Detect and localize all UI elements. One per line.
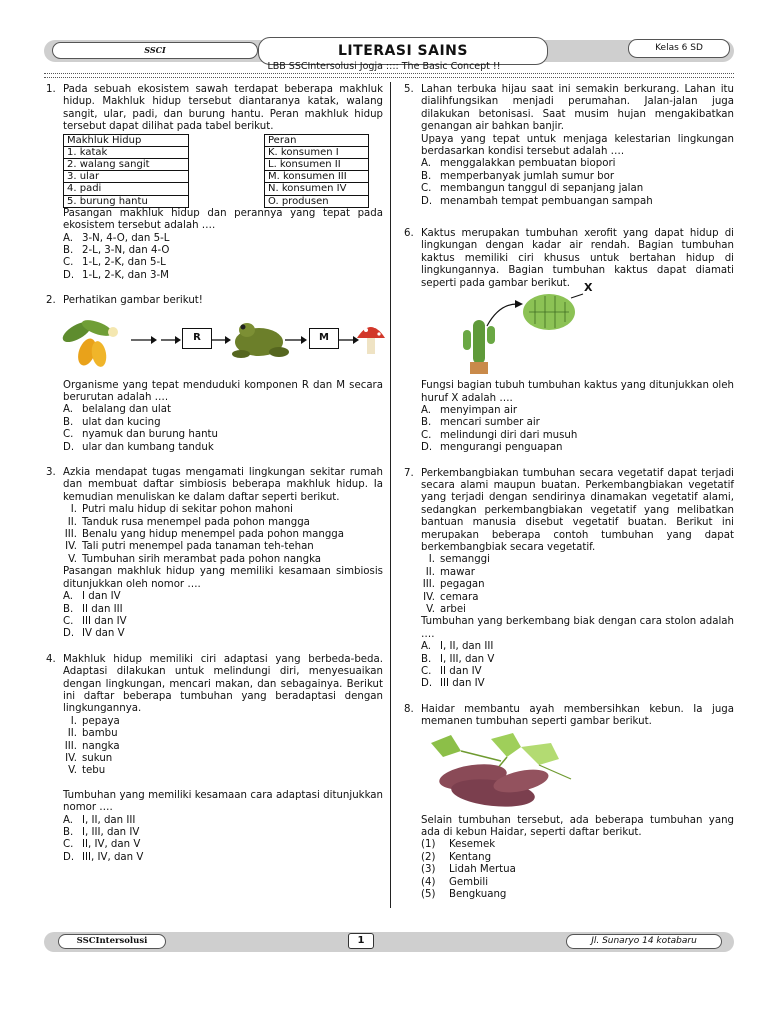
table-cell: 5. burung hantu [64, 195, 189, 207]
question-text: Makhluk hidup memiliki ciri adaptasi yang berbeda-beda. Adaptasi dilakukan untuk melindungi diri, menyesuaikan dengan lingkungan, mencari makan, dan sebagainya. Berikut ini daftar beberapa tumbuhan yang beradaptasi dengan lingkungannya. [63, 653, 383, 715]
header-subtitle: LBB SSCIntersolusi Jogja :::: The Basic Concept !! [267, 61, 501, 72]
option-a[interactable]: A. I, II, dan III [63, 814, 136, 826]
question-number: 1. [46, 84, 56, 95]
cactus-figure [421, 281, 734, 380]
question-text: Perhatikan gambar berikut! [63, 295, 203, 307]
mushroom-icon [357, 324, 385, 354]
list-item: I. Putri malu hidup di sekitar pohon mahoni [70, 504, 294, 516]
column-divider [390, 82, 391, 908]
option-c[interactable]: C. membangun tanggul di sepanjang jalan [421, 183, 644, 195]
question-8 [396, 704, 734, 902]
label-x: X [584, 281, 593, 295]
option-c[interactable]: C. II, IV, dan V [63, 839, 141, 851]
question-2 [38, 295, 383, 454]
cactus-icon [463, 320, 495, 374]
option-b[interactable]: B. I, III, dan V [421, 653, 495, 665]
question-stem: Selain tumbuhan tersebut, ada beberapa tumbuhan yang ada di kebun Haidar, seperti daftar berikut. [421, 814, 734, 839]
list-item: (1) Kesemek [421, 839, 496, 851]
question-text: Kaktus merupakan tumbuhan xerofit yang dapat hidup di lingkungan dengan kadar air rendah. Bagian tumbuhan kaktus memiliki ciri khusus untuk bertahan hidup di lingkungannya. Bagian tumbuhan kaktus dapat diamati seperti pada gambar berikut. [421, 228, 734, 289]
option-c[interactable]: C. II dan IV [421, 666, 482, 678]
question-number: 3. [46, 467, 56, 479]
option-c[interactable]: C. 1-L, 2-K, dan 5-L [63, 257, 166, 269]
question-stem: Organisme yang tepat menduduki komponen R dan M secara berurutan adalah …. [63, 379, 383, 403]
list-item: III. nangka [64, 740, 120, 752]
option-b[interactable]: B. I, III, dan IV [63, 827, 140, 838]
list-item: (4) Gembili [421, 876, 489, 888]
arrow-icon [161, 336, 181, 344]
question-3 [38, 467, 383, 641]
question-text: Azkia mendapat tugas mengamati lingkungan sekitar rumah dan membuat daftar simbiosis beberapa makhluk hidup. Ia kemudian menuliskan ke dalam daftar seperti berikut. [63, 467, 383, 503]
table-cell: 1. katak [64, 146, 189, 158]
list-item: I. semanggi [428, 554, 490, 566]
list-item: II. mawar [425, 566, 475, 578]
list-item: V. tebu [68, 765, 106, 777]
arrow-icon [131, 336, 157, 344]
right-column [396, 84, 734, 913]
question-number: 6. [404, 228, 414, 240]
arrow-icon [515, 300, 523, 308]
list-item: III. pegagan [422, 579, 485, 591]
list-item: II. Tanduk rusa menempel pada pohon mangga [67, 516, 310, 528]
option-a[interactable]: A. belalang dan ulat [63, 404, 171, 416]
option-d[interactable]: D. ular dan kumbang tanduk [63, 441, 214, 453]
list-item: (5) Bengkuang [421, 889, 507, 901]
food-chain-box-m: M [309, 328, 339, 349]
table-cell: 2. walang sangit [64, 159, 189, 171]
question-number: 7. [404, 467, 414, 479]
option-d[interactable]: D. IV dan V [63, 628, 125, 640]
option-b[interactable]: B. mencari sumber air [421, 417, 540, 429]
footer-address: Jl. Sunaryo 14 kotabaru [566, 934, 722, 949]
arrow-icon [211, 336, 231, 344]
option-a[interactable]: A. 3-N, 4-O, dan 5-L [63, 232, 170, 244]
option-c[interactable]: C. III dan IV [63, 615, 127, 627]
option-a[interactable]: A. menggalakkan pembuatan biopori [421, 158, 616, 170]
question-text: Lahan terbuka hijau saat ini semakin berkurang. Lahan itu dialihfungsikan menjadi perumahan. Jalan-jalan juga dilakukan betonisasi. Saat musim hujan mengakibatkan genangan air bahkan banjir. [421, 84, 734, 133]
list-item: II. bambu [67, 728, 118, 740]
table-cell: N. konsumen IV [265, 183, 369, 195]
option-b[interactable]: B. ulat dan kucing [63, 416, 161, 428]
arrow-icon [339, 336, 359, 344]
question-stem: Tumbuhan yang memiliki kesamaan cara adaptasi ditunjukkan nomor …. [63, 789, 383, 814]
header-rule [44, 73, 734, 74]
page-title: LITERASI SAINS [258, 37, 548, 65]
option-d[interactable]: D. menambah tempat pembuangan sampah [421, 195, 653, 207]
table-header: Makhluk Hidup [64, 134, 189, 146]
option-b[interactable]: B. memperbanyak jumlah sumur bor [421, 170, 615, 182]
cactus-illustration [421, 290, 721, 380]
table-cell: K. konsumen I [265, 146, 369, 158]
table-cell: O. produsen [265, 195, 369, 207]
list-item: IV. sukun [65, 752, 113, 764]
list-item: III. Benalu yang hidup menempel pada pohon mangga [64, 529, 345, 541]
list-item: I. pepaya [70, 715, 120, 727]
question-number: 5. [404, 84, 414, 95]
question-7 [396, 468, 734, 691]
question-number: 8. [404, 703, 414, 715]
option-a[interactable]: A. I, II, dan III [421, 641, 494, 653]
pointer-line [487, 304, 517, 326]
option-d[interactable]: D. III dan IV [421, 678, 485, 690]
organism-table [63, 134, 189, 208]
footer-left-label: SSCIntersolusi [58, 934, 166, 949]
frog-icon [232, 323, 289, 358]
role-tables [63, 134, 369, 208]
list-item: (3) Lidah Mertua [421, 864, 516, 876]
left-column [38, 84, 383, 875]
mango-leaf-icon [60, 316, 118, 367]
question-stem: Upaya yang tepat untuk menjaga kelestarian lingkungan berdasarkan kondisi tersebut adalah …. [421, 133, 734, 158]
question-number: 4. [46, 653, 56, 665]
question-6 [396, 228, 734, 454]
table-cell: 3. ular [64, 171, 189, 183]
question-4 [38, 654, 383, 865]
question-5 [396, 84, 734, 208]
list-item: (2) Kentang [421, 851, 492, 863]
food-chain-box-r: R [182, 328, 212, 349]
option-d[interactable]: D. 1-L, 2-K, dan 3-M [63, 269, 169, 281]
sweet-potato-illustration [421, 729, 581, 815]
list-item: IV. Tali putri menempel pada tanaman teh-tehan [65, 541, 314, 553]
table-cell: 4. padi [64, 183, 189, 195]
grade-label: Kelas 6 SD [628, 39, 730, 58]
option-a[interactable]: A. menyimpan air [421, 404, 518, 416]
list-item: V. Tumbuhan sirih merambat pada pohon nangka [68, 553, 322, 565]
role-table [264, 134, 369, 208]
table-header: Peran [265, 134, 369, 146]
header-rule-2 [44, 77, 734, 78]
question-text: Pada sebuah ekosistem sawah terdapat beberapa makhluk hidup. Makhluk hidup tersebut diantaranya katak, walang sangit, ular, padi, dan burung hantu. Peran makhluk hidup tersebut dapat dilihat pada tabel berikut. [63, 84, 383, 133]
cactus-closeup-icon [523, 294, 575, 330]
page-number: 1 [348, 933, 374, 949]
option-c[interactable]: C. melindungi diri dari musuh [421, 429, 578, 441]
option-d[interactable]: D. mengurangi penguapan [421, 442, 563, 454]
table-cell: L. konsumen II [265, 159, 369, 171]
arrow-icon [285, 336, 307, 344]
header-left-label: SSCI [52, 42, 258, 59]
option-d[interactable]: D. III, IV, dan V [63, 851, 144, 863]
list-item: IV. cemara [423, 591, 479, 603]
question-number: 2. [46, 295, 56, 307]
question-text: Haidar membantu ayah membersihkan kebun. Ia juga memanen tumbuhan seperti gambar berikut. [421, 703, 734, 728]
option-c[interactable]: C. nyamuk dan burung hantu [63, 429, 218, 441]
table-cell: M. konsumen III [265, 171, 369, 183]
question-stem: Pasangan makhluk hidup yang memiliki kesamaan simbiosis ditunjukkan oleh nomor …. [63, 566, 383, 590]
option-b[interactable]: B. 2-L, 3-N, dan 4-O [63, 244, 170, 256]
question-stem: Tumbuhan yang berkembang biak dengan cara stolon adalah …. [421, 616, 734, 640]
pointer-line [571, 294, 583, 298]
option-b[interactable]: B. II dan III [63, 603, 123, 615]
option-a[interactable]: A. I dan IV [63, 591, 121, 603]
food-chain-figure [57, 308, 383, 380]
sweet-potato-figure [421, 729, 734, 815]
question-text: Perkembangbiakan tumbuhan secara vegetatif dapat terjadi secara alami maupun buatan. Perkembangbiakan vegetatif yang terjadi dengan sendirinya dinamakan vegetatif alami, sedangkan perkembangbiakan vegetatif yang melibatkan bantuan manusia disebut vegetatif buatan. Berikut ini merupakan beberapa contoh tumbuhan yang dapat berkembangbiak secara vegetatif. [421, 467, 734, 553]
question-1 [38, 84, 383, 282]
sweet-potato-icon [438, 760, 551, 810]
question-stem: Fungsi bagian tubuh tumbuhan kaktus yang ditunjukkan oleh huruf X adalah …. [421, 380, 734, 404]
question-stem: Pasangan makhluk hidup dan perannya yang tepat pada ekosistem tersebut adalah …. [63, 207, 383, 232]
list-item: V. arbei [426, 604, 466, 615]
